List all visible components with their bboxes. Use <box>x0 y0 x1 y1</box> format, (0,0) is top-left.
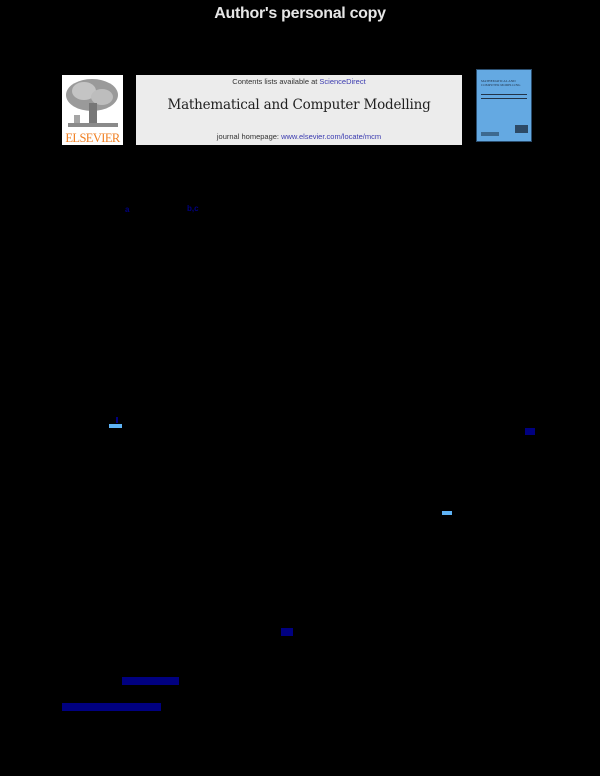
reference-link[interactable] <box>281 628 293 636</box>
elsevier-wordmark: ELSEVIER <box>65 131 120 145</box>
contents-prefix: Contents lists available at <box>232 77 320 86</box>
cover-rule <box>481 98 527 99</box>
journal-banner <box>136 75 462 145</box>
homepage-prefix: journal homepage: <box>216 132 282 141</box>
email-link[interactable] <box>122 677 179 685</box>
author-affiliation-mark[interactable]: a <box>125 205 130 214</box>
author-affiliation-mark[interactable]: b,c <box>187 204 199 213</box>
cover-imprint <box>481 132 499 136</box>
journal-title: Mathematical and Computer Modelling <box>167 97 431 113</box>
journal-homepage-link[interactable]: www.elsevier.com/locate/mcm <box>281 132 382 141</box>
doi-link[interactable] <box>109 424 122 428</box>
elsevier-logo[interactable] <box>62 75 123 145</box>
journal-cover-thumbnail[interactable] <box>476 69 532 142</box>
homepage-line <box>136 132 462 141</box>
reference-link[interactable] <box>525 428 535 435</box>
cover-rule <box>481 94 527 95</box>
doi-footer-link[interactable] <box>62 703 161 711</box>
cover-badge <box>515 125 528 133</box>
inline-link[interactable] <box>442 511 452 515</box>
elsevier-tree-icon <box>64 77 121 129</box>
author-personal-copy-heading: Author's personal copy <box>214 5 386 22</box>
contents-line <box>136 77 462 86</box>
sciencedirect-link[interactable]: ScienceDirect <box>319 77 366 86</box>
cover-title: MATHEMATICAL AND COMPUTER MODELLING <box>481 79 521 87</box>
reference-link[interactable] <box>116 417 118 423</box>
